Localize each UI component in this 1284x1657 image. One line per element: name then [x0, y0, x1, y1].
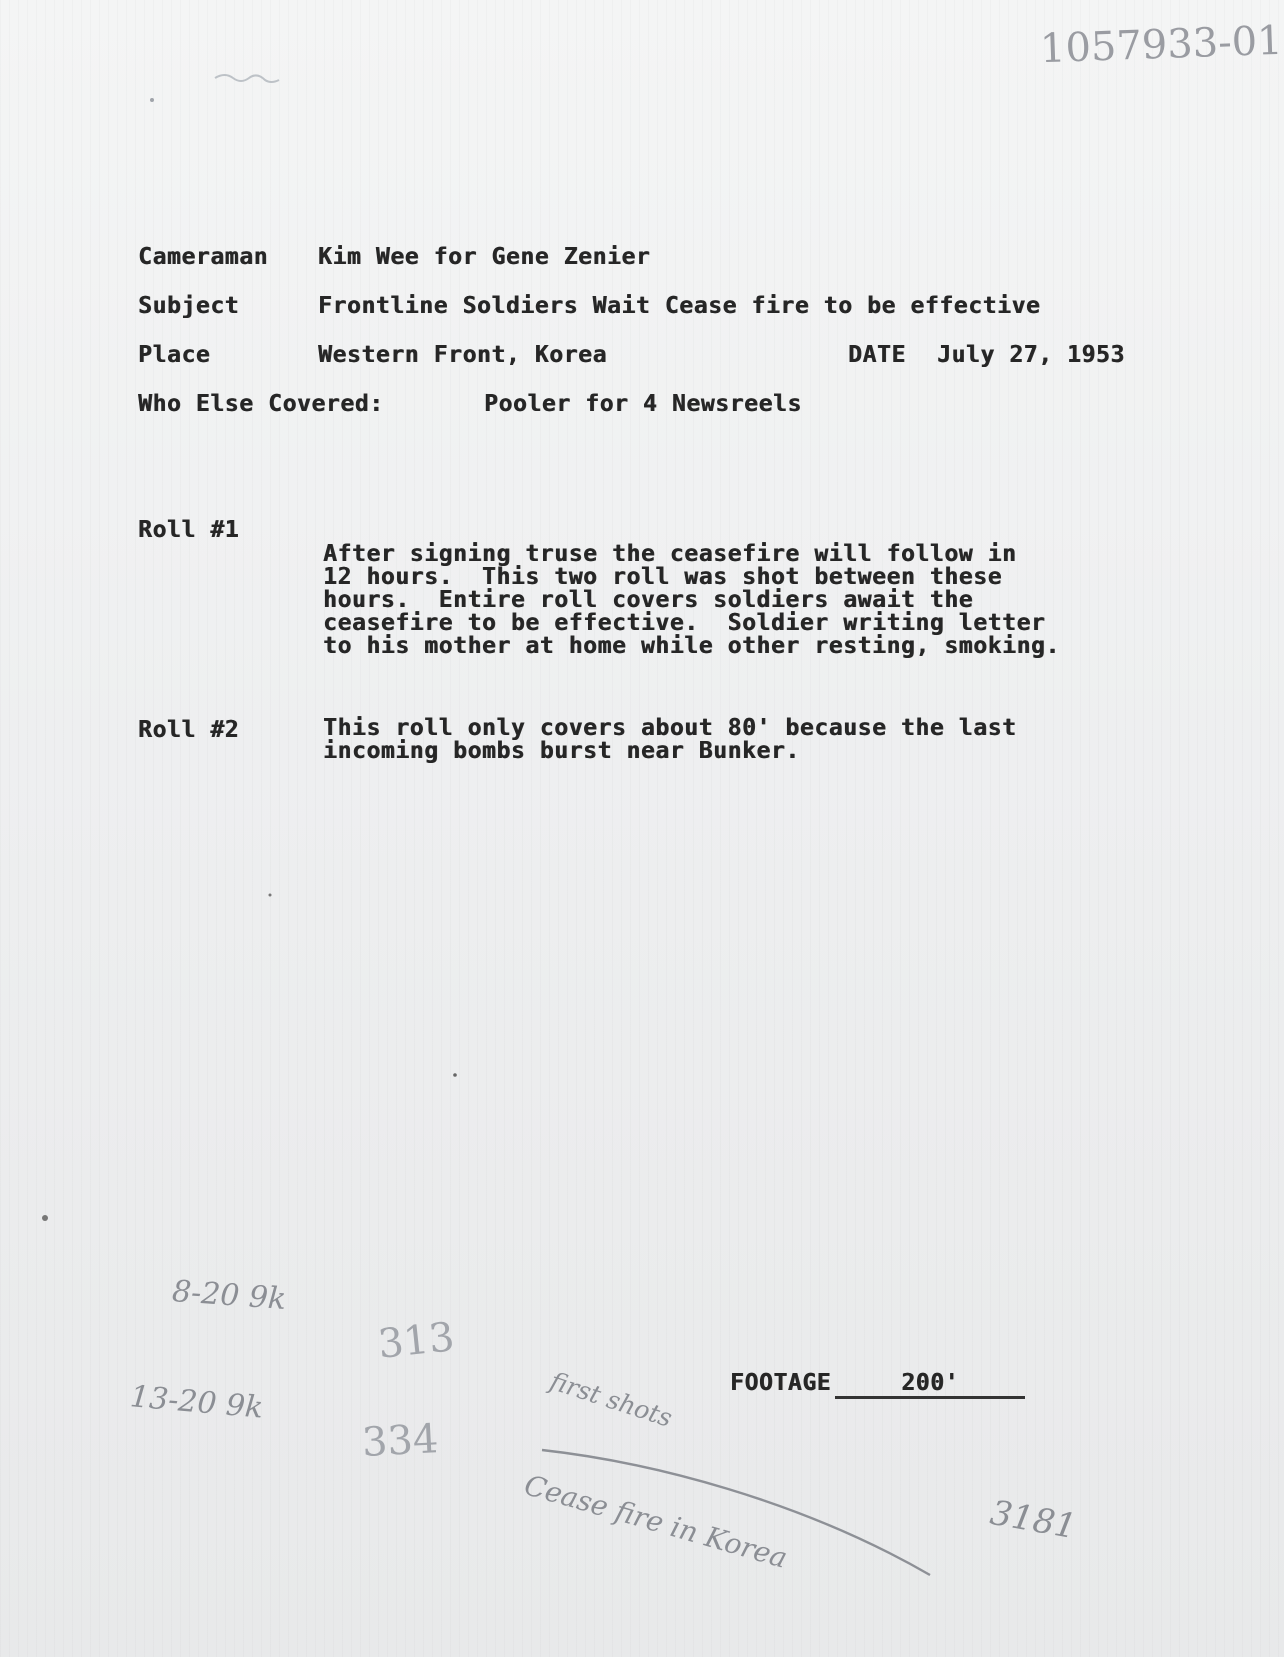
who-else-value: Pooler for 4 Newsreels [484, 391, 802, 417]
cameraman-label: Cameraman [138, 244, 269, 270]
roll-1-line: 12 hours. This two roll was shot between these [323, 564, 1003, 590]
handwritten-note: Cease fire in Korea [520, 1468, 791, 1575]
place-label: Place [138, 342, 211, 368]
handwritten-note: 3181 [987, 1492, 1080, 1548]
date-value: July 27, 1953 [937, 342, 1125, 368]
roll-1-line: After signing truse the ceasefire will follow in [323, 541, 1017, 567]
roll-1-line: hours. Entire roll covers soldiers await the [323, 587, 974, 613]
roll-2-label: Roll #2 [138, 717, 240, 743]
footage-field [730, 1370, 1025, 1399]
handwritten-note: 334 [360, 1416, 440, 1466]
cameraman-value: Kim Wee for Gene Zenier [318, 244, 651, 270]
roll-2-line: incoming bombs burst near Bunker. [323, 738, 800, 764]
date-label: DATE [848, 342, 906, 368]
roll-1-description [323, 543, 1060, 658]
handwritten-note: first shots [546, 1366, 676, 1433]
subject-value: Frontline Soldiers Wait Cease fire to be effective [318, 293, 1041, 319]
footage-value: 200' [835, 1370, 1025, 1399]
roll-2-line: This roll only covers about 80' because the last [323, 715, 1017, 741]
subject-label: Subject [138, 293, 240, 319]
roll-1-line: ceasefire to be effective. Soldier writing letter [323, 610, 1046, 636]
roll-1-line: to his mother at home while other resting, smoking. [323, 633, 1060, 659]
reference-number: 1057933-01 [1039, 17, 1284, 73]
handwritten-note: 13-20 9k [128, 1379, 265, 1426]
handwritten-note: 8-20 9k [170, 1274, 288, 1317]
roll-1-label: Roll #1 [138, 517, 240, 543]
handwritten-note: 313 [375, 1314, 457, 1368]
footage-label: FOOTAGE [730, 1370, 832, 1396]
who-else-label: Who Else Covered: [138, 391, 384, 417]
place-value: Western Front, Korea [318, 342, 607, 368]
roll-2-description [323, 717, 1016, 763]
